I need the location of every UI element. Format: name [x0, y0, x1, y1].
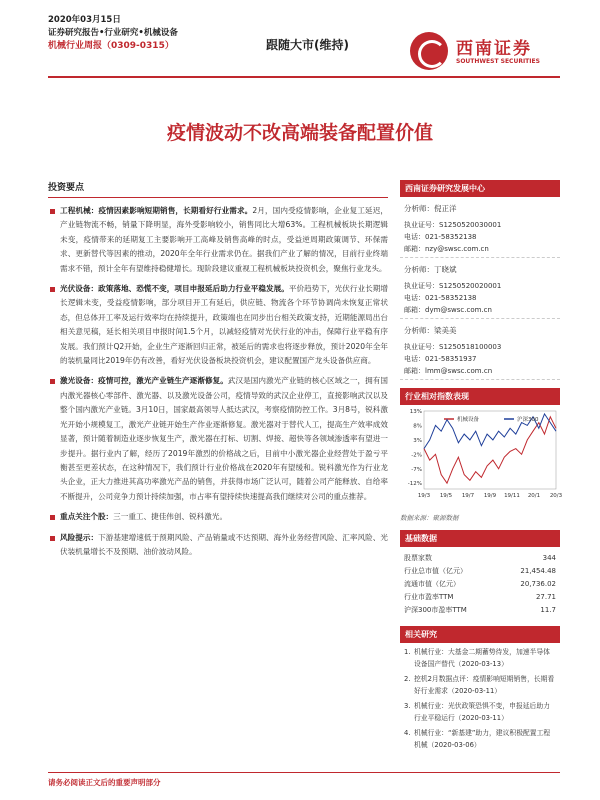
summary-item — [48, 531, 388, 560]
report-title: 疫情波动不改高端装备配置价值 — [166, 122, 433, 144]
chart-source: 数据来源：聚源数据 — [400, 514, 459, 522]
related-section — [400, 626, 560, 759]
x-tick-label: 19/9 — [483, 493, 497, 499]
report-category: 证券研究报告•行业研究•机械设备 — [48, 28, 178, 38]
analyst-name: 梁美美 — [434, 326, 457, 335]
legend-label: 机械设备 — [457, 417, 480, 423]
y-tick-label: -12% — [407, 481, 422, 488]
table-row — [400, 564, 560, 577]
analyst-name: 倪正洋 — [434, 204, 457, 213]
email-label: 邮箱： — [404, 367, 425, 375]
chart-heading: 行业相对指数表现 — [400, 388, 560, 405]
summary-item-text: 三一重工、捷佳伟创、锐科激光。 — [113, 512, 228, 522]
email-link[interactable]: dym@swsc.com.cn — [425, 306, 492, 314]
page-header — [48, 14, 560, 78]
tel-number: 021-58352138 — [425, 233, 477, 241]
header-meta — [48, 14, 178, 53]
summary-item-text: 下游基建增速低于预期风险、产品销量或不达预期、海外业务经营风险、汇率风险、光伏装机量增长不及预期、油价波动风险。 — [60, 532, 389, 556]
row-value: 11.7 — [540, 605, 556, 614]
cert-number: S1250520030001 — [439, 221, 502, 229]
summary-section — [48, 180, 388, 565]
summary-item — [48, 510, 388, 524]
relative-index-chart — [400, 405, 563, 505]
email-label: 邮箱： — [404, 306, 425, 314]
y-tick-label: 8% — [413, 423, 422, 430]
y-tick-label: 3% — [413, 437, 422, 444]
related-heading: 相关研究 — [400, 626, 560, 643]
company-logo — [410, 32, 560, 72]
summary-heading: 投资要点 — [48, 180, 388, 198]
analyst-name: 丁晓斌 — [434, 265, 457, 274]
row-value: 21,454.48 — [520, 566, 556, 575]
report-date: 2020年03月15日 — [48, 15, 121, 25]
summary-item-lead: 重点关注个股： — [60, 512, 114, 522]
report-name: 机械行业周报（0309-0315） — [48, 41, 174, 51]
legend-label: 沪深300 — [517, 417, 539, 423]
y-tick-label: -2% — [411, 452, 422, 459]
sidebar — [400, 180, 563, 759]
analyst-role: 分析师： — [404, 326, 434, 335]
analyst-role: 分析师： — [404, 265, 434, 274]
tel-label: 电话： — [404, 233, 425, 241]
summary-item-lead: 激光设备：疫情可控，激光产业链生产逐渐修复。 — [60, 376, 228, 386]
basic-data-heading: 基础数据 — [400, 530, 560, 547]
tel-number: 021-58352138 — [425, 294, 477, 302]
item-text: 机械行业：光伏政策恐惧不变，申报延后助力行业平稳运行（2020-03-11） — [414, 702, 550, 722]
row-value: 344 — [542, 553, 556, 562]
x-tick-label: 19/3 — [417, 493, 431, 499]
row-value: 20,736.02 — [520, 579, 556, 588]
list-item[interactable] — [404, 647, 556, 670]
summary-item-lead: 工程机械：疫情因素影响短期销售，长期看好行业需求。 — [60, 206, 253, 215]
cert-label: 执业证号： — [404, 282, 439, 290]
item-text: 机械行业：大基金二期蓄势待发，加速半导体设备国产替代（2020-03-13） — [414, 648, 550, 668]
logo-text-cn: 西南证券 — [456, 39, 532, 59]
list-item[interactable] — [404, 701, 556, 724]
row-label: 股票家数 — [404, 553, 432, 562]
email-label: 邮箱： — [404, 245, 425, 253]
row-label: 沪深300市盈率TTM — [404, 605, 467, 614]
email-link[interactable]: nzy@swsc.com.cn — [425, 245, 489, 253]
item-text: 挖机2月数据点评：疫情影响短期销售，长期看好行业需求（2020-03-11） — [414, 675, 555, 695]
item-number: 2. — [404, 675, 411, 683]
row-label: 行业总市值（亿元） — [404, 566, 467, 575]
table-row — [400, 551, 560, 564]
item-number: 3. — [404, 702, 411, 710]
y-tick-label: 13% — [409, 409, 422, 415]
x-tick-label: 19/7 — [461, 493, 475, 499]
x-tick-label: 20/1 — [527, 493, 541, 499]
row-label: 流通市值（亿元） — [404, 579, 460, 588]
item-number: 1. — [404, 648, 411, 656]
item-text: 机械行业：“新基建”助力，建议积极配置工程机械（2020-03-06） — [414, 729, 551, 749]
footer-disclaimer: 请务必阅读正文后的重要声明部分 — [48, 772, 560, 788]
list-item[interactable] — [404, 728, 556, 751]
logo-text-en: SOUTHWEST SECURITIES — [456, 58, 540, 65]
x-tick-label: 19/5 — [439, 493, 453, 499]
summary-item-lead: 光伏设备：政策落地、恐慌不变，项目申报延后助力行业平稳发展。 — [60, 284, 289, 294]
email-link[interactable]: lmm@swsc.com.cn — [425, 367, 493, 375]
rating: 跟随大市(维持) — [266, 38, 349, 52]
y-tick-label: -7% — [411, 466, 422, 473]
tel-label: 电话： — [404, 355, 425, 363]
x-tick-label: 20/3 — [549, 493, 563, 499]
header-divider — [48, 76, 560, 78]
analyst-card — [400, 319, 560, 380]
analyst-card — [400, 258, 560, 319]
logo-mark-icon — [410, 32, 448, 70]
summary-item — [48, 282, 388, 368]
cert-label: 执业证号： — [404, 343, 439, 351]
table-row — [400, 577, 560, 590]
tel-label: 电话： — [404, 294, 425, 302]
row-label: 行业市盈率TTM — [404, 592, 454, 601]
x-tick-label: 19/11 — [504, 493, 520, 499]
list-item[interactable] — [404, 674, 556, 697]
analyst-role: 分析师： — [404, 204, 434, 213]
row-value: 27.71 — [535, 592, 556, 601]
item-number: 4. — [404, 729, 411, 737]
summary-item — [48, 204, 388, 276]
institute-heading: 西南证券研究发展中心 — [400, 180, 560, 197]
summary-item — [48, 374, 388, 504]
cert-number: S1250520020001 — [439, 282, 502, 290]
analyst-card — [400, 197, 560, 258]
related-list — [400, 643, 560, 759]
summary-item-text: 平价趋势下，光伏行业长期增长逻辑未变，受益疫情影响，部分项目开工有延后，供应链、物流各个环节协调尚未恢复正常状态，但总体开工率及运行效率均在持续提升，政策端也在同步出台相关政策支持，近期能源局出台相关意见稿，延长相关项目申报时间1.5个月，以减轻疫情对光伏行业的冲击，保障行业平稳有序发展。我们预计Q2开始，企业生产逐渐回归正常，被延后的需求也将逐步释放，预计2020年全年的装机量同比2019年仍有改善，看好光伏设备板块投资机会，建议配置国产龙头设备供应商。 — [60, 284, 388, 366]
cert-number: S1250518100003 — [439, 343, 502, 351]
tel-number: 021-58351937 — [425, 355, 477, 363]
chart-section — [400, 388, 563, 522]
summary-item-text: 武汉是国内激光产业链的核心区域之一，拥有国内激光器核心零部件、激光器、以及激光设备公司，疫情导致的武汉企业停工，直接影响武汉以及整个国内激光产业链。3月10日，国家最高领导人抵达武汉，考察疫情防控工作。3月8号，锐科激光开始小规模复工，激光产业链开始生产作业逐渐修复。激光器对于替代人工，提高生产效率成效显著，预计随着制造业逐步恢复生产，激光器在打标、切割、焊接、超快等各领域渗透率有望进一步提升。据行业内了解，经历了2019年激烈的价格战之后，目前中小激光器企业经营处于盈亏平衡甚至更差状态，在这种情况下，我们预计行业价格战在2020年有望缓和。锐科激光作为行业龙头企业，正大力推进其高功率激光产品的销售，并获得市场广泛认可，随着公司产能释放、自给率不断提升，公司竞争力预计持续加强，市占率有望持续快速提高我们继续对公司的重点推荐。 — [60, 376, 389, 501]
summary-item-lead: 风险提示： — [60, 532, 99, 542]
table-row — [400, 603, 560, 616]
table-row — [400, 590, 560, 603]
basic-data-table — [400, 551, 560, 616]
cert-label: 执业证号： — [404, 221, 439, 229]
basic-data-section — [400, 530, 560, 616]
summary-item-text: 2月，国内受疫情影响，企业复工延迟，产业链物流不畅，销量下降明显，海外受影响较小，销售同比大增63%。工程机械板块长期逻辑未变，疫情带来的延期复工主要影响开工高峰及销售高峰的时点，受益逆周期政策调节、环保需求、更新替代等因素的推动，2020年全年行业需求仍在。据我们产业了解的情况，目前行业终端需求不错，预计全年有望维持稳健增长。现阶段建议重视工程机械板块投资机会，聚焦行业龙头。 — [60, 206, 388, 273]
